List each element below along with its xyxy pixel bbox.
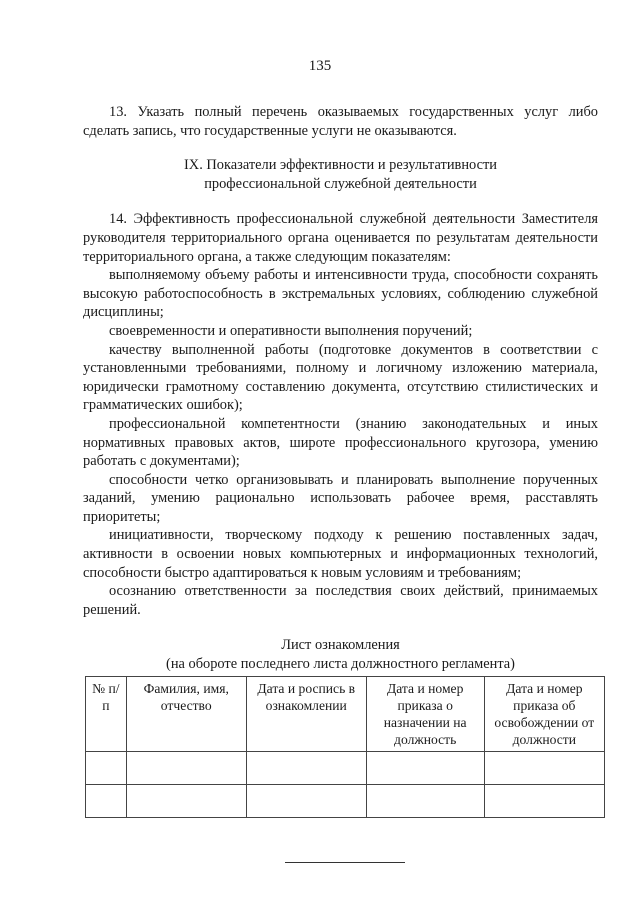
table-cell [126, 785, 246, 818]
indicator-paragraph: своевременности и оперативности выполнения поручений; [109, 322, 473, 339]
table-cell [366, 752, 484, 785]
indicator-paragraph: инициативности, творческому подходу к решению поставленных задач, активности в освоении новых компьютерных и информационных технологий, способности быстро адаптироваться к новым условиям и требованиям; [83, 527, 598, 581]
bottom-divider [285, 862, 405, 863]
acknowledgement-table [85, 676, 605, 818]
table-cell [366, 785, 484, 818]
table-header-row [86, 677, 605, 752]
paragraph-item-14: 14. Эффективность профессиональной служебной деятельности Заместителя руководителя территориального органа оценивается по результатам деятельности территориального органа, а также следующим показателям: [83, 211, 598, 265]
column-header-signature-date: Дата и роспись в ознакомлении [246, 677, 366, 752]
indicator-paragraph: осознанию ответственности за последствия своих действий, принимаемых решений. [83, 583, 598, 618]
section-heading [83, 156, 598, 193]
table-cell [484, 752, 604, 785]
table-cell [126, 752, 246, 785]
column-header-number: № п/п [86, 677, 127, 752]
column-header-dismissal-order: Дата и номер приказа об освобождении от должности [484, 677, 604, 752]
acknowledgement-sheet-heading [83, 636, 598, 674]
column-header-appointment-order: Дата и номер приказа о назначении на должность [366, 677, 484, 752]
page-number: 135 [308, 58, 332, 74]
section-heading-line-2: профессиональной служебной деятельности [204, 175, 477, 192]
section-heading-line-1: IX. Показатели эффективности и результативности [184, 157, 497, 174]
indicator-paragraph: способности четко организовывать и планировать выполнение порученных заданий, умению рационально использовать рабочее время, расставлять приоритеты; [83, 471, 598, 525]
column-header-full-name: Фамилия, имя, отчество [126, 677, 246, 752]
acknowledgement-title: Лист ознакомления [281, 637, 400, 654]
acknowledgement-subtitle: (на обороте последнего листа должностного регламента) [166, 656, 515, 673]
table-cell [86, 785, 127, 818]
table-cell [86, 752, 127, 785]
table-row [86, 785, 605, 818]
table-row [86, 752, 605, 785]
table-cell [484, 785, 604, 818]
indicator-paragraph: выполняемому объему работы и интенсивности труда, способности сохранять высокую работоспособность в экстремальных условиях, соблюдению служебной дисциплины; [83, 267, 598, 321]
table-cell [246, 752, 366, 785]
paragraph-item-13: 13. Указать полный перечень оказываемых государственных услуг либо сделать запись, что государственные услуги не оказываются. [83, 104, 598, 139]
document-body [83, 103, 598, 674]
indicator-paragraph: качеству выполненной работы (подготовке документов в соответствии с установленными требованиями, полному и логичному изложению материала, юридически грамотному составлению документа, отсутствию стилистических и грамматических ошибок); [83, 341, 598, 414]
table-cell [246, 785, 366, 818]
indicator-paragraph: профессиональной компетентности (знанию законодательных и иных нормативных правовых актов, широте профессионального кругозора, умению работать с документами); [83, 415, 598, 470]
